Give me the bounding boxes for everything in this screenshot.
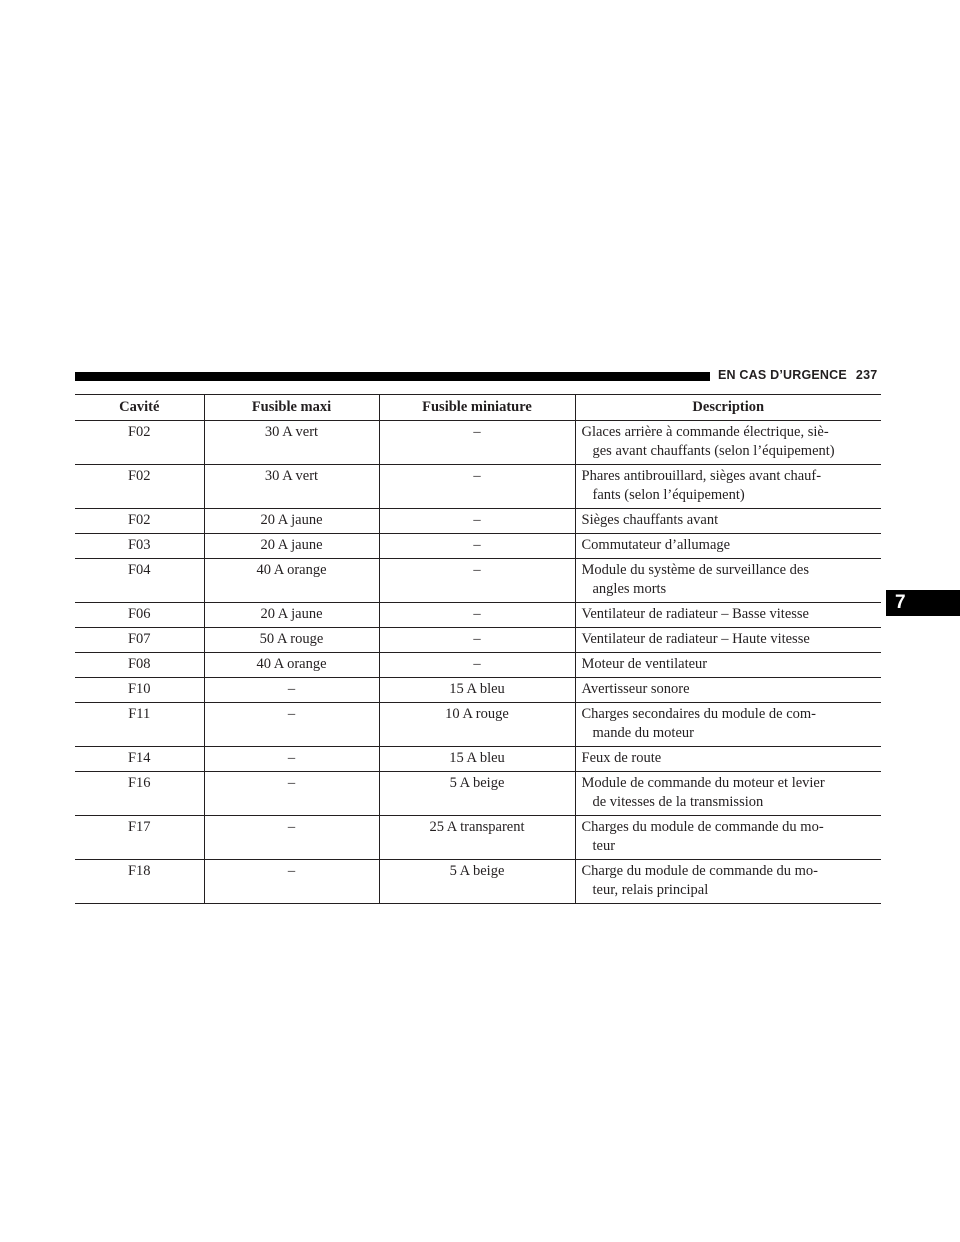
maxi-fuse-cell: –: [204, 860, 379, 904]
cavity-cell: F02: [75, 465, 204, 509]
cavity-cell: F06: [75, 603, 204, 628]
description-cell: [575, 678, 881, 703]
table-row: [75, 816, 881, 860]
description-line: Commutateur d’allumage: [581, 537, 731, 553]
maxi-fuse-cell: 20 A jaune: [204, 534, 379, 559]
fuse-table: [75, 394, 881, 904]
table-row: [75, 860, 881, 904]
mini-fuse-cell: 5 A beige: [379, 772, 575, 816]
column-header-description: Description: [575, 395, 881, 421]
description-line: Charges du module de commande du mo-: [581, 819, 824, 835]
maxi-fuse-cell: 20 A jaune: [204, 603, 379, 628]
maxi-fuse-cell: –: [204, 703, 379, 747]
maxi-fuse-cell: 40 A orange: [204, 559, 379, 603]
description-cell: [575, 703, 881, 747]
column-header-mini-fuse: Fusible miniature: [379, 395, 575, 421]
maxi-fuse-cell: –: [204, 772, 379, 816]
column-header-maxi-fuse: Fusible maxi: [204, 395, 379, 421]
mini-fuse-cell: –: [379, 534, 575, 559]
cavity-cell: F07: [75, 628, 204, 653]
table-row: [75, 559, 881, 603]
table-body: [75, 421, 881, 904]
table-row: [75, 603, 881, 628]
description-line: teur: [592, 838, 616, 854]
table-row: [75, 421, 881, 465]
cavity-cell: F02: [75, 509, 204, 534]
maxi-fuse-cell: –: [204, 747, 379, 772]
maxi-fuse-cell: 30 A vert: [204, 465, 379, 509]
description-line: Glaces arrière à commande électrique, siè-: [581, 424, 829, 440]
cavity-cell: F18: [75, 860, 204, 904]
description-line: Avertisseur sonore: [581, 681, 690, 697]
table-row: [75, 534, 881, 559]
mini-fuse-cell: –: [379, 628, 575, 653]
mini-fuse-cell: 15 A bleu: [379, 678, 575, 703]
mini-fuse-cell: –: [379, 559, 575, 603]
description-line: ges avant chauffants (selon l’équipement): [592, 443, 835, 459]
table-row: [75, 772, 881, 816]
mini-fuse-cell: –: [379, 603, 575, 628]
mini-fuse-cell: –: [379, 653, 575, 678]
mini-fuse-cell: –: [379, 465, 575, 509]
table-row: [75, 678, 881, 703]
description-cell: [575, 509, 881, 534]
table-row: [75, 747, 881, 772]
maxi-fuse-cell: 20 A jaune: [204, 509, 379, 534]
header-rule: [75, 372, 710, 381]
cavity-cell: F10: [75, 678, 204, 703]
description-line: mande du moteur: [592, 725, 694, 741]
description-line: angles morts: [592, 581, 667, 597]
description-line: Module de commande du moteur et levier: [581, 775, 825, 791]
description-line: Sièges chauffants avant: [581, 512, 719, 528]
description-line: Charges secondaires du module de com-: [581, 706, 816, 722]
description-cell: [575, 603, 881, 628]
chapter-tab: 7: [886, 590, 960, 616]
cavity-cell: F17: [75, 816, 204, 860]
description-line: de vitesses de la transmission: [592, 794, 764, 810]
mini-fuse-cell: 15 A bleu: [379, 747, 575, 772]
table-row: [75, 465, 881, 509]
table-row: [75, 628, 881, 653]
description-line: fants (selon l’équipement): [592, 487, 745, 503]
description-cell: [575, 421, 881, 465]
maxi-fuse-cell: 50 A rouge: [204, 628, 379, 653]
cavity-cell: F08: [75, 653, 204, 678]
maxi-fuse-cell: –: [204, 816, 379, 860]
running-header: [718, 368, 877, 382]
mini-fuse-cell: 5 A beige: [379, 860, 575, 904]
description-line: Ventilateur de radiateur – Basse vitesse: [581, 606, 809, 622]
description-line: Moteur de ventilateur: [581, 656, 708, 672]
description-line: Phares antibrouillard, sièges avant chauf-: [581, 468, 822, 484]
description-cell: [575, 534, 881, 559]
table-row: [75, 703, 881, 747]
description-cell: [575, 559, 881, 603]
mini-fuse-cell: –: [379, 421, 575, 465]
cavity-cell: F02: [75, 421, 204, 465]
table-header-row: [75, 395, 881, 421]
cavity-cell: F14: [75, 747, 204, 772]
description-cell: [575, 628, 881, 653]
description-line: Ventilateur de radiateur – Haute vitesse: [581, 631, 810, 647]
description-cell: [575, 747, 881, 772]
maxi-fuse-cell: 40 A orange: [204, 653, 379, 678]
maxi-fuse-cell: –: [204, 678, 379, 703]
page-number: 237: [855, 368, 878, 382]
column-header-cavity: Cavité: [75, 395, 204, 421]
cavity-cell: F16: [75, 772, 204, 816]
maxi-fuse-cell: 30 A vert: [204, 421, 379, 465]
table-row: [75, 509, 881, 534]
description-cell: [575, 653, 881, 678]
description-line: Charge du module de commande du mo-: [581, 863, 819, 879]
description-cell: [575, 816, 881, 860]
mini-fuse-cell: 25 A transparent: [379, 816, 575, 860]
description-line: teur, relais principal: [592, 882, 709, 898]
mini-fuse-cell: –: [379, 509, 575, 534]
mini-fuse-cell: 10 A rouge: [379, 703, 575, 747]
cavity-cell: F11: [75, 703, 204, 747]
table-row: [75, 653, 881, 678]
description-line: Feux de route: [581, 750, 662, 766]
description-cell: [575, 860, 881, 904]
description-cell: [575, 465, 881, 509]
section-title: EN CAS D’URGENCE: [718, 368, 847, 382]
description-line: Module du système de surveillance des: [581, 562, 810, 578]
cavity-cell: F04: [75, 559, 204, 603]
description-cell: [575, 772, 881, 816]
cavity-cell: F03: [75, 534, 204, 559]
